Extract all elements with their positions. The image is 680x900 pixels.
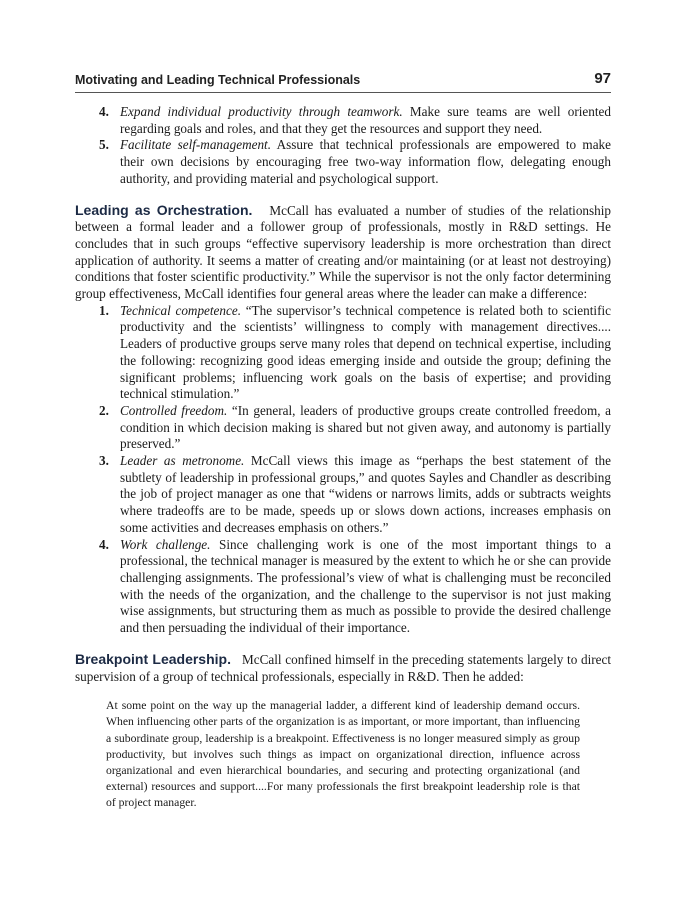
item-text: “In general, leaders of productive groups create controlled freedom, a condition in which decision making is shared but not given away, and autonomy is partially preserved.” — [120, 402, 611, 452]
list-item — [75, 303, 611, 403]
list-item — [75, 403, 611, 453]
item-text: “The supervisor’s technical competence is related both to scientific productivity and the scientists’ willingness to comply with management directives.... Leaders of productive groups serve many roles that depend on technical expertise, including the following: recognizing good ideas emerging inside and outside the group; defining the significant problems; influencing work goals on the basis of expertise; and providing technical stimulation.” — [120, 302, 611, 402]
item-lead: Work challenge. — [120, 536, 211, 552]
item-text: Since challenging work is one of the most important things to a professional, the technical manager is measured by the extent to which he or she can provide challenging assignments. The professional’s view of what is challenging must be reconciled with the needs of the organization, and the challenge to the supervisor is not just making wise assignments, but structuring them as much as possible to provide the desired challenge and then persuading the individual of their importance. — [120, 536, 611, 636]
item-number: 5. — [99, 137, 109, 153]
breakpoint-paragraph — [75, 651, 611, 685]
item-lead: Facilitate self-management. — [120, 137, 271, 153]
item-number: 2. — [99, 402, 109, 418]
orchestration-list — [75, 303, 611, 637]
running-title: Motivating and Leading Technical Professionals — [75, 73, 361, 87]
item-text: Assure that technical professionals are empowered to make their own decisions by encouraging free two-way information flow, delegating enough authority, and providing material and psychological support. — [120, 137, 611, 186]
item-number: 4. — [99, 536, 109, 552]
section-breakpoint — [75, 651, 611, 812]
paragraph-text: McCall confined himself in the preceding statements largely to direct supervision of a group of technical professionals, especially in R&D. Then he added: — [75, 651, 612, 684]
item-text: McCall views this image as “perhaps the best statement of the subtlety of leadership in professional groups,” and quotes Sayles and Chandler as describing the job of project manager as one that “widens or narrows limits, adds or subtracts weights where tradeoffs are to be made, speeds up or slows down actions, increases emphasis on some activities and decreases emphasis on others.” — [120, 453, 611, 535]
item-number: 4. — [99, 104, 109, 119]
item-lead: Technical competence. — [120, 302, 242, 318]
section-orchestration — [75, 202, 611, 637]
item-number: 3. — [99, 453, 109, 469]
item-lead: Leader as metronome. — [120, 453, 245, 469]
page-body — [75, 104, 611, 812]
intro-list — [75, 104, 611, 188]
item-lead: Controlled freedom. — [120, 402, 228, 418]
page-number: 97 — [594, 70, 611, 87]
section-heading: Breakpoint Leadership. — [75, 650, 231, 667]
item-number: 1. — [99, 302, 109, 318]
running-header — [75, 70, 611, 93]
list-item — [75, 137, 611, 187]
section-heading: Leading as Orchestration. — [75, 201, 253, 218]
paragraph-text: McCall has evaluated a number of studies of the relationship between a formal leader and a follower group of professionals, mostly in R&D settings. He concludes that in such groups “effective supervisory leadership is more orchestration than direct application of authority. It seems a matter of creating and/or maintaining (or at least not destroying) conditions that foster scientific productivity.” While the supervisor is not the only factor determining group effectiveness, McCall identifies four general areas where the leader can make a difference: — [75, 202, 611, 302]
list-item — [75, 537, 611, 637]
block-quote: At some point on the way up the managerial ladder, a different kind of leadership demand occurs. When influencing other parts of the organization is as important, or more important, than influencing a subordinate group, leadership is a breakpoint. Effectiveness is no longer measured simply as group productivity, but involves such things as impact on organizational direction, influence across organizational and even hierarchical boundaries, and securing and protecting organizational (and external) resources and support....For many professionals the first breakpoint leadership role is that of project manager. — [106, 699, 580, 810]
list-item — [75, 104, 611, 137]
orchestration-paragraph — [75, 202, 611, 303]
item-text: Make sure teams are well oriented regarding goals and roles, and that they get the resources and support they need. — [120, 104, 611, 136]
item-lead: Expand individual productivity through teamwork. — [120, 104, 403, 119]
list-item — [75, 453, 611, 537]
